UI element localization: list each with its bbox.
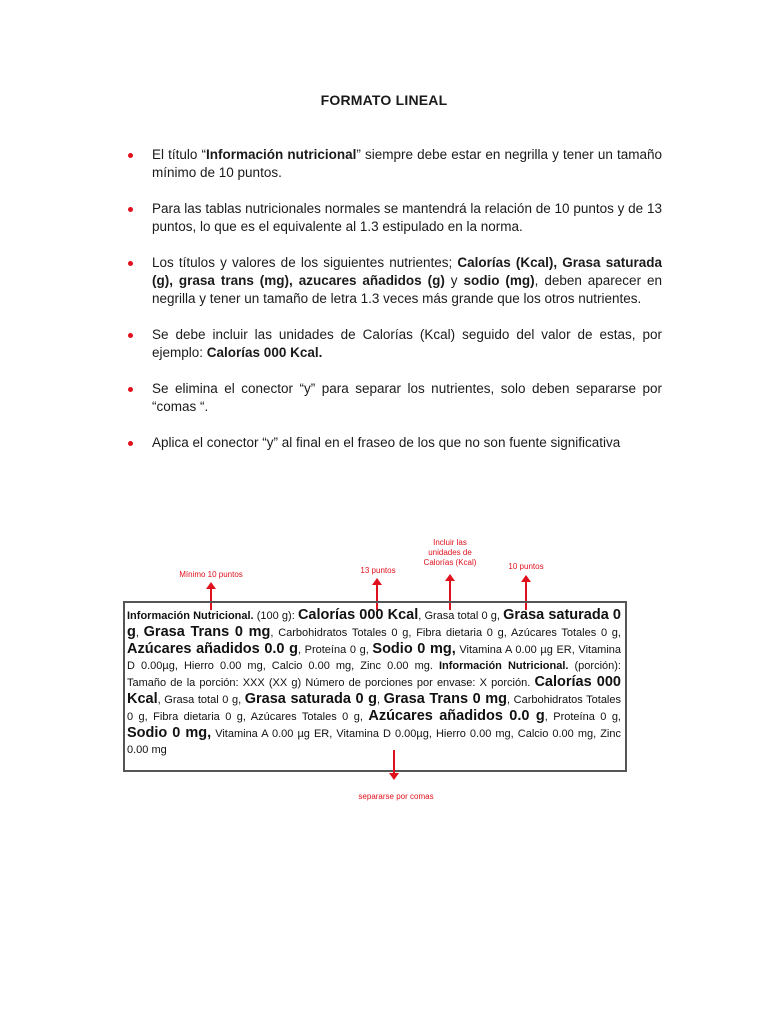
label-text: , [135,627,144,639]
rule-item [126,146,662,182]
label-text: , Carbohidratos Totales 0 g, Fibra dietaria 0 g, Azúcares Totales 0 g, [270,627,621,639]
bullet-icon [128,333,133,338]
label-heading: Información Nutricional. [438,660,569,672]
rule-text: ” siempre debe estar en negrilla y tener un tamaño mínimo de 10 puntos. [152,147,662,180]
annotation-trece: 13 puntos [360,566,396,575]
rule-item [126,434,662,452]
rule-bold-text: sodio (mg) [463,273,535,288]
annotation-minimo: Mínimo 10 puntos [179,570,243,579]
annotation-incluir: Incluir las unidades de Calorías (Kcal) [423,538,477,567]
rule-bold-text: Información nutricional [205,147,357,162]
label-text: , Carbohidratos Totales 0 g, Fibra dietaria 0 g, Azúcares Totales 0 g, [127,694,621,723]
rule-bold-text: Calorías (Kcal), Grasa saturada (g), grasa trans (mg), azucares añadidos (g) [152,255,662,288]
label-text: (100 g): [253,610,298,622]
rule-item [126,380,662,416]
bullet-icon [128,207,133,212]
rule-text: Se elimina el conector “y” para separar los nutrientes, solo deben separarse por “comas “. [152,381,662,414]
label-text: , Grasa total 0 g, [418,610,504,622]
rule-text: Aplica el conector “y” al final en el fraseo de los que no son fuente significativa [152,435,621,450]
rule-bold-text: Calorías 000 Kcal. [206,345,323,360]
rule-item [126,200,662,236]
label-nutrient-highlight: Azúcares añadidos 0.0 g [368,708,545,724]
rule-text: Se debe incluir las unidades de Calorías (Kcal) seguido del valor de estas, por ejemplo: [152,327,662,360]
label-nutrient-highlight: Grasa saturada 0 g [244,691,377,707]
rule-text: El título “ [152,147,206,162]
rule-item [126,326,662,362]
nutrition-label-example [123,601,627,772]
arrow-separarse-icon [393,750,395,774]
rule-text: Para las tablas nutricionales normales se mantendrá la relación de 10 puntos y de 13 puntos, lo que es el equivalente al 1.3 estipulado en la norma. [152,201,662,234]
bullet-icon [128,261,133,266]
label-text: , Proteína 0 g, [544,711,621,723]
label-nutrient-highlight: Azúcares añadidos 0.0 g [127,641,298,657]
rule-text: , deben aparecer en negrilla y tener un tamaño de letra 1.3 veces más grande que los otros nutrientes. [152,273,663,306]
annotation-diez: 10 puntos [508,562,544,571]
annotation-separarse: separarse por comas [358,792,434,801]
label-nutrient-highlight: Grasa Trans 0 mg [383,691,507,707]
bullet-icon [128,387,133,392]
label-nutrient-highlight: Calorías 000 Kcal [127,674,621,707]
label-text: Vitamina A 0.00 µg ER, Vitamina D 0.00µg, Hierro 0.00 mg, Calcio 0.00 mg, Zinc 0.00 mg [127,728,621,756]
label-text: , Proteína 0 g, [297,644,373,656]
label-nutrient-highlight: Calorías 000 Kcal [297,607,419,623]
rule-text: Los títulos y valores de los siguientes nutrientes; [152,255,458,270]
label-nutrient-highlight: Grasa Trans 0 mg [143,624,271,640]
bullet-icon [128,441,133,446]
label-text: Vitamina A 0.00 µg ER, Vitamina D 0.00µg, Hierro 0.00 mg, Calcio 0.00 mg, Zinc 0.00 mg. [127,644,622,672]
label-text: , Grasa total 0 g, [157,694,245,706]
label-nutrient-highlight: Grasa saturada 0 g [127,607,621,640]
rule-item [126,254,662,308]
label-text: (porción): Tamaño de la porción: XXX (XX g) Número de porciones por envase: X porción. [127,660,621,689]
label-text: , [376,694,384,706]
rules-list [126,146,662,470]
rule-text: y [444,273,464,288]
label-nutrient-highlight: Sodio 0 mg, [127,725,212,741]
label-heading: Información Nutricional. [127,610,254,622]
bullet-icon [128,153,133,158]
page-title: FORMATO LINEAL [320,92,448,108]
label-nutrient-highlight: Sodio 0 mg, [372,641,456,657]
